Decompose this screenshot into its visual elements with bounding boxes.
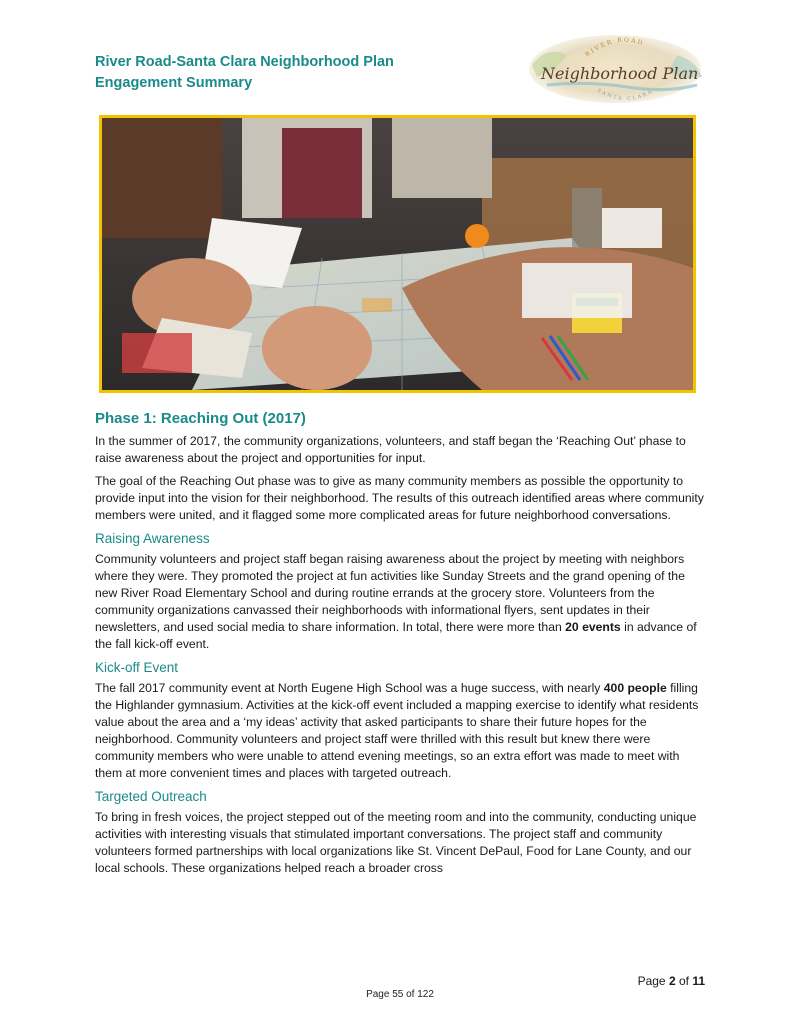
- targeted-outreach-heading: Targeted Outreach: [95, 789, 207, 804]
- raising-awareness-paragraph: Community volunteers and project staff began raising awareness about the project by meeting with neighbors where they were. They promoted the project at fun activities like Sunday Streets and the grand opening of the new River Road Elementary School and during routine errands at the grocery store. Volunteers from the community organizations canvassed their neighborhoods with informational flyers, sent updates in their newsletters, and used social media to share information. In total, there were more than 20 events in advance of the fall kick-off event.: [95, 552, 697, 651]
- raising-awareness-heading: Raising Awareness: [95, 531, 210, 546]
- section-paragraph-2: The goal of the Reaching Out phase was to give as many community members as possible the opportunity to provide input into the vision for their neighborhood. The results of this outreach identified areas where community members were united, and it flagged some more complicated areas for future neighborhood conversations.: [95, 474, 704, 522]
- main-content: [95, 410, 707, 883]
- section-paragraph-1: In the summer of 2017, the community organizations, volunteers, and staff began the ‘Reaching Out’ phase to raise awareness about the project and opportunities for input.: [95, 434, 686, 465]
- kickoff-paragraph: The fall 2017 community event at North Eugene High School was a huge success, with nearly 400 people filling the Highlander gymnasium. Activities at the kick-off event included a mapping exercise to identify what residents value about the area and a ‘my ideas’ activity that asked participants to share their future hopes for the neighborhood. Community volunteers and project staff were thrilled with this result but knew there were community members who were unable to attend evening meetings, so an extra effort was made to meet with them at more convenient times and places with targeted outreach.: [95, 681, 699, 780]
- kickoff-heading: Kick-off Event: [95, 660, 179, 675]
- packet-page-number: Page 55 of 122: [366, 989, 434, 1000]
- neighborhood-plan-logo: [527, 25, 705, 105]
- community-mapping-photo: [99, 115, 696, 393]
- logo-main-text: Neighborhood Plan: [541, 64, 699, 83]
- targeted-outreach-paragraph: To bring in fresh voices, the project stepped out of the meeting room and into the community, conducting unique activities with interesting visuals that stimulated important conversations. The project staff and community volunteers formed partnerships with local organizations like St. Vincent DePaul, Food for Lane County, and our local schools. These organizations helped reach a broader cross: [95, 810, 697, 875]
- logo-arc-top: RIVER ROAD: [584, 36, 646, 59]
- header-title-line1: River Road-Santa Clara Neighborhood Plan: [95, 54, 394, 70]
- logo-arc-bottom: SANTA CLARA: [596, 87, 655, 103]
- document-header: [95, 52, 394, 94]
- header-title-line2: Engagement Summary: [95, 75, 253, 91]
- section-heading: Phase 1: Reaching Out (2017): [95, 410, 306, 427]
- page-number: Page 2 of 11: [637, 974, 705, 988]
